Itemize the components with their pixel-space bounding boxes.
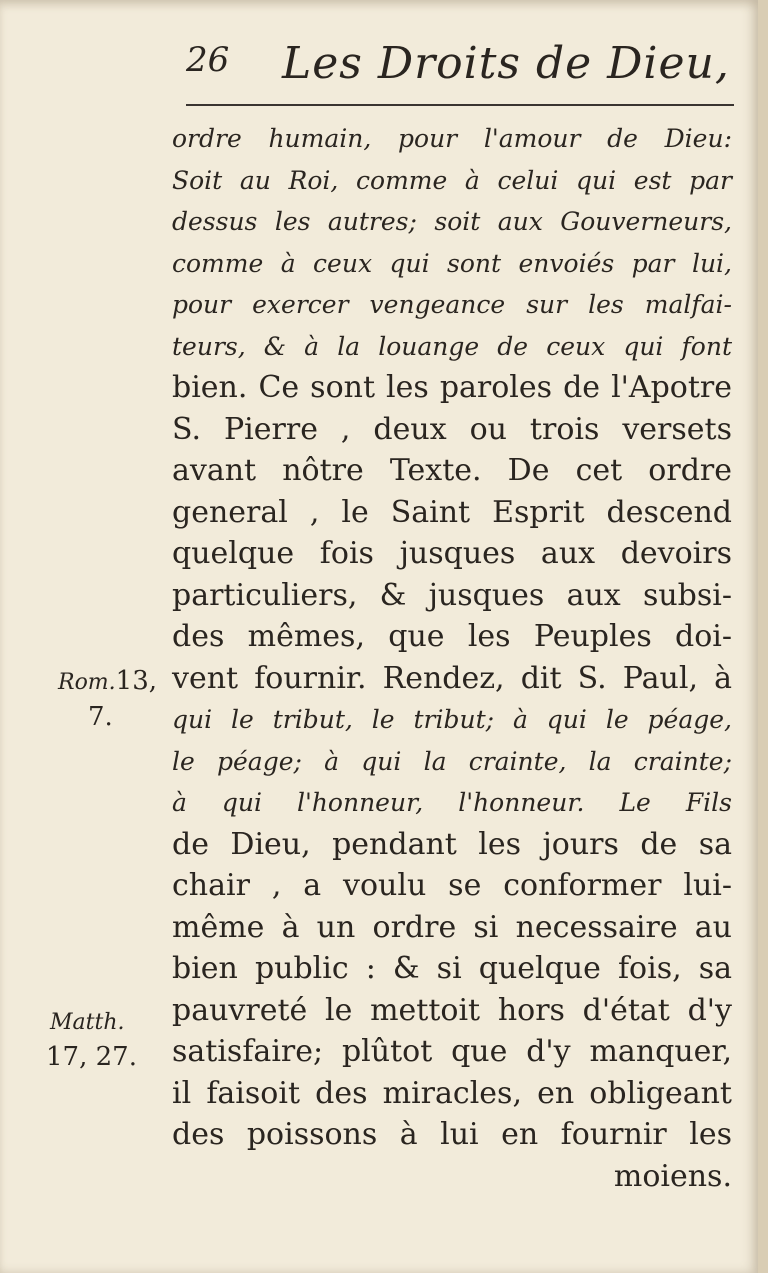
text-line: pour exercer vengeance sur les malfai-: [172, 290, 732, 319]
text-line: bien public : & si quelque fois, sa: [172, 951, 732, 986]
text-line: qui le tribut, le tribut; à qui le péage,: [172, 705, 732, 734]
text-line: satisfaire; plûtot que d'y manquer,: [172, 1034, 732, 1069]
text-line: à qui l'honneur, l'honneur. Le Fils: [172, 788, 732, 817]
text-line: bien. Ce sont les paroles de l'Apotre: [172, 370, 732, 405]
text-line: même à un ordre si necessaire au: [172, 909, 732, 945]
page-number: 26: [186, 40, 230, 80]
text-line: avant nôtre Texte. De cet ordre: [172, 453, 732, 488]
text-line: quelque fois jusques aux devoirs: [172, 536, 732, 571]
text-line: general , le Saint Esprit descend: [172, 494, 732, 530]
margin-note-ref: 17, 27.: [46, 1042, 137, 1072]
text-line: dessus les autres; soit aux Gouverneurs,: [172, 207, 732, 236]
text-line: S. Pierre , deux ou trois versets: [172, 411, 732, 447]
header-rule: [186, 104, 734, 106]
text-line: de Dieu, pendant les jours de sa: [172, 826, 732, 862]
page-header: [186, 30, 746, 90]
margin-note-label: Rom.: [58, 670, 116, 695]
margin-note-romans: [58, 664, 168, 736]
margin-note-ref: 13,: [115, 666, 158, 696]
margin-note-ref: 7.: [88, 702, 113, 732]
text-line: pauvreté le mettoit hors d'état d'y: [172, 992, 732, 1028]
text-line: teurs, & à la louange de ceux qui font: [172, 331, 732, 361]
text-line: des mêmes, que les Peuples doi-: [172, 619, 732, 654]
body-text: [172, 118, 732, 1197]
text-line: le péage; à qui la crainte, la crainte;: [172, 746, 732, 776]
text-line: ordre humain, pour l'amour de Dieu:: [172, 124, 732, 153]
catchword: moiens.: [613, 1158, 732, 1194]
text-line: vent fournir. Rendez, dit S. Paul, à: [172, 660, 732, 696]
margin-note-matthew: [46, 1006, 166, 1076]
running-title: Les Droits de Dieu,: [282, 38, 730, 89]
text-line: des poissons à lui en fournir les: [172, 1117, 732, 1152]
text-line: il faisoit des miracles, en obligeant: [172, 1075, 732, 1111]
text-line: chair , a voulu se conformer lui-: [172, 868, 732, 903]
margin-note-label: Matth.: [50, 1010, 125, 1035]
text-line: particuliers, & jusques aux subsi-: [172, 577, 732, 613]
text-line: comme à ceux qui sont envoiés par lui,: [172, 248, 732, 278]
text-line: Soit au Roi, comme à celui qui est par: [172, 165, 732, 195]
